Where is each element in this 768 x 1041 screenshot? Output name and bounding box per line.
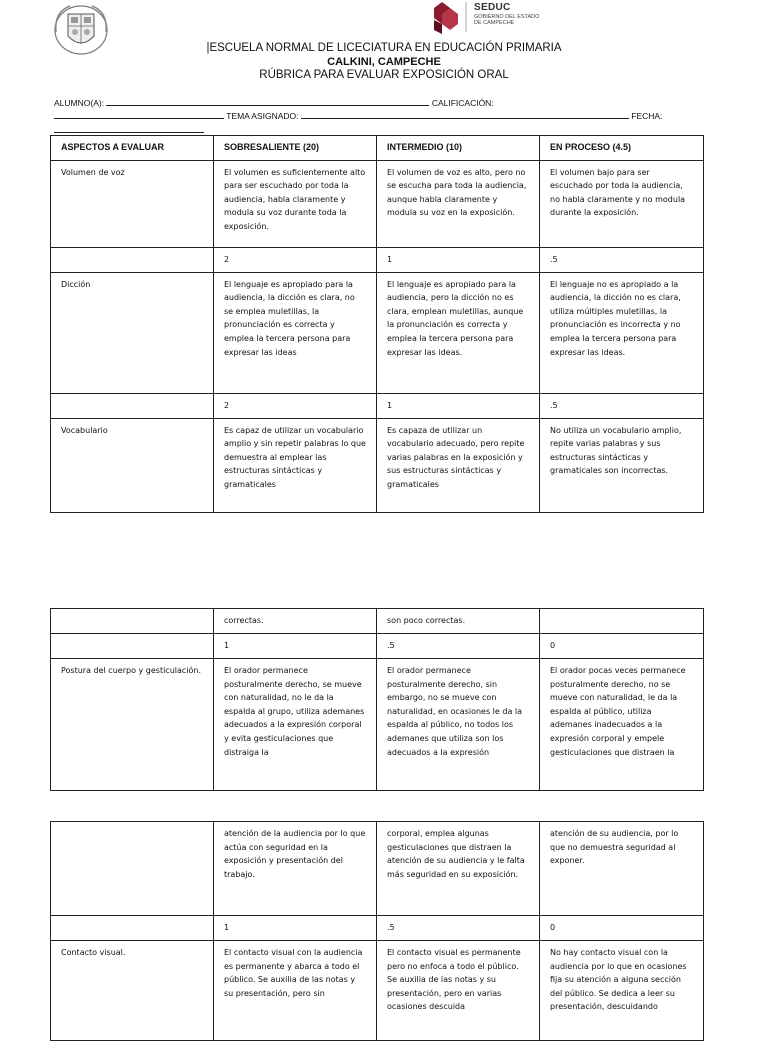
table-cell [51, 393, 214, 418]
fecha-line [54, 124, 204, 135]
table-cell: corporal, emplea algunas gesticulaciones que distraen la atención de su audiencia y le falta más seguridad en su exposición. [377, 822, 540, 916]
table-cell [51, 634, 214, 659]
table-cell: .5 [377, 916, 540, 941]
table-cell: .5 [540, 247, 704, 272]
tema-line [54, 110, 662, 121]
header-cell: INTERMEDIO (10) [377, 136, 540, 161]
table-cell [51, 609, 214, 634]
table-cell [540, 609, 704, 634]
table-cell: El orador pocas veces permanece posturalmente derecho, no se mueve con naturalidad, le da la espalda al público, utiliza ademanes inadecuados a la expresión corporal y empele gesticulaciones que distraen la [540, 659, 704, 791]
alumno-line [54, 97, 494, 108]
table-cell: Dicción [51, 272, 214, 393]
table-cell: son poco correctas. [377, 609, 540, 634]
calificacion-label: CALIFICACIÓN: [431, 98, 494, 108]
table-cell: Postura del cuerpo y gesticulación. [51, 659, 214, 791]
table-cell: .5 [377, 634, 540, 659]
table-cell: .5 [540, 393, 704, 418]
table-cell [51, 916, 214, 941]
table-row [51, 659, 704, 791]
table-cell: atención de la audiencia por lo que actúa con seguridad en la exposición y presentación del trabajo. [214, 822, 377, 916]
table-cell [51, 247, 214, 272]
fecha-blank[interactable] [54, 124, 204, 133]
table-header-row [51, 136, 704, 161]
table-row [51, 916, 704, 941]
table-cell: 1 [214, 916, 377, 941]
rubric-table-2 [50, 608, 704, 791]
seduc-logo-subtitle: GOBIERNO DEL ESTADO DE CAMPECHE [474, 14, 540, 26]
table-cell: El orador permanece posturalmente derecho, sin embargo, no se mueve con naturalidad, en ocasiones le da la espalda al público, no todos los ademanes que utiliza son los adecuados a la expresión [377, 659, 540, 791]
table-cell: 1 [214, 634, 377, 659]
tema-blank[interactable] [301, 110, 629, 119]
table-cell: 2 [214, 247, 377, 272]
table-cell: No utiliza un vocabulario amplio, repite varias palabras y sus estructuras sintácticas y gramaticales son incorrectas. [540, 418, 704, 512]
table-cell: Vocabulario [51, 418, 214, 512]
header-cell: ASPECTOS A EVALUAR [51, 136, 214, 161]
table-cell: El lenguaje no es apropiado a la audiencia, la dicción no es clara, utiliza múltiples muletillas, la pronunciación es incorrecta y no emplea la tercera persona para expresar las ideas. [540, 272, 704, 393]
table-cell: Es capaz de utilizar un vocabulario amplio y sin repetir palabras lo que demuestra al emplear las estructuras sintácticas y gramaticales [214, 418, 377, 512]
table-cell: Volumen de voz [51, 160, 214, 247]
table-cell: No hay contacto visual con la audiencia por lo que en ocasiones fija su atención a alguna sección del público. Se dedica a leer su presentación, descuidando [540, 941, 704, 1041]
table-row [51, 160, 704, 247]
table-cell: atención de su audiencia, por lo que no demuestra seguridad al exponer. [540, 822, 704, 916]
document-title: RÚBRICA PARA EVALUAR EXPOSICIÓN ORAL [259, 69, 509, 81]
header-cell: SOBRESALIENTE (20) [214, 136, 377, 161]
tema-blank-pre[interactable] [54, 110, 224, 119]
table-cell: 0 [540, 634, 704, 659]
table-cell: 0 [540, 916, 704, 941]
table-row [51, 941, 704, 1041]
table-cell: Contacto visual. [51, 941, 214, 1041]
alumno-label: ALUMNO(A): [54, 98, 105, 108]
table-row [51, 247, 704, 272]
table-row [51, 393, 704, 418]
table-row [51, 272, 704, 393]
table-row [51, 609, 704, 634]
table-row [51, 418, 704, 512]
table-cell: 1 [377, 247, 540, 272]
fecha-label: FECHA: [631, 111, 663, 121]
school-name: |ESCUELA NORMAL DE LICECIATURA EN EDUCACIÓN PRIMARIA [206, 42, 562, 54]
table-cell: El contacto visual con la audiencia es permanente y abarca a todo el público. Se auxilia de las notas y su presentación, pero sin [214, 941, 377, 1041]
table-cell: 1 [377, 393, 540, 418]
rubric-table-1 [50, 135, 704, 513]
school-location: CALKINI, CAMPECHE [327, 56, 441, 68]
tema-label: TEMA ASIGNADO: [226, 111, 299, 121]
table-cell: El lenguaje es apropiado para la audiencia, la dicción es clara, no se emplea muletillas, la pronunciación es correcta y emplea la tercera persona para expresar las ideas [214, 272, 377, 393]
table-cell: correctas. [214, 609, 377, 634]
table-row [51, 634, 704, 659]
seduc-logo-title: SEDUC [474, 2, 511, 13]
table-cell: Es capaza de utilizar un vocabulario adecuado, pero repite varias palabras en la exposición y sus estructuras sintácticas y gramaticales [377, 418, 540, 512]
table-cell: El volumen de voz es alto, pero no se escucha para toda la audiencia, aunque habla claramente y modula su voz en la exposición. [377, 160, 540, 247]
table-row [51, 822, 704, 916]
table-cell: El lenguaje es apropiado para la audiencia, pero la dicción no es clara, emplean muletillas, aunque la pronunciación es correcta y emplea la tercera persona para expresar las ideas. [377, 272, 540, 393]
rubric-table-3 [50, 821, 704, 1041]
table-cell: El volumen es suficientemente alto para ser escuchado por toda la audiencia, habla claramente y modula su voz durante toda la exposición. [214, 160, 377, 247]
table-cell: El contacto visual es permanente pero no enfoca a todo el público. Se auxilia de las notas y su presentación, pero en varias ocasiones descuida [377, 941, 540, 1041]
table-cell: El orador permanece posturalmente derecho, se mueve con naturalidad, no le da la espalda al grupo, utiliza ademanes adecuados a la expresión corporal y evita gesticulaciones que distraiga la [214, 659, 377, 791]
alumno-blank[interactable] [106, 97, 429, 106]
table-cell: El volumen bajo para ser escuchado por toda la audiencia, no habla claramente y no modula durante la exposición. [540, 160, 704, 247]
header-cell: EN PROCESO (4.5) [540, 136, 704, 161]
table-cell: 2 [214, 393, 377, 418]
table-cell [51, 822, 214, 916]
